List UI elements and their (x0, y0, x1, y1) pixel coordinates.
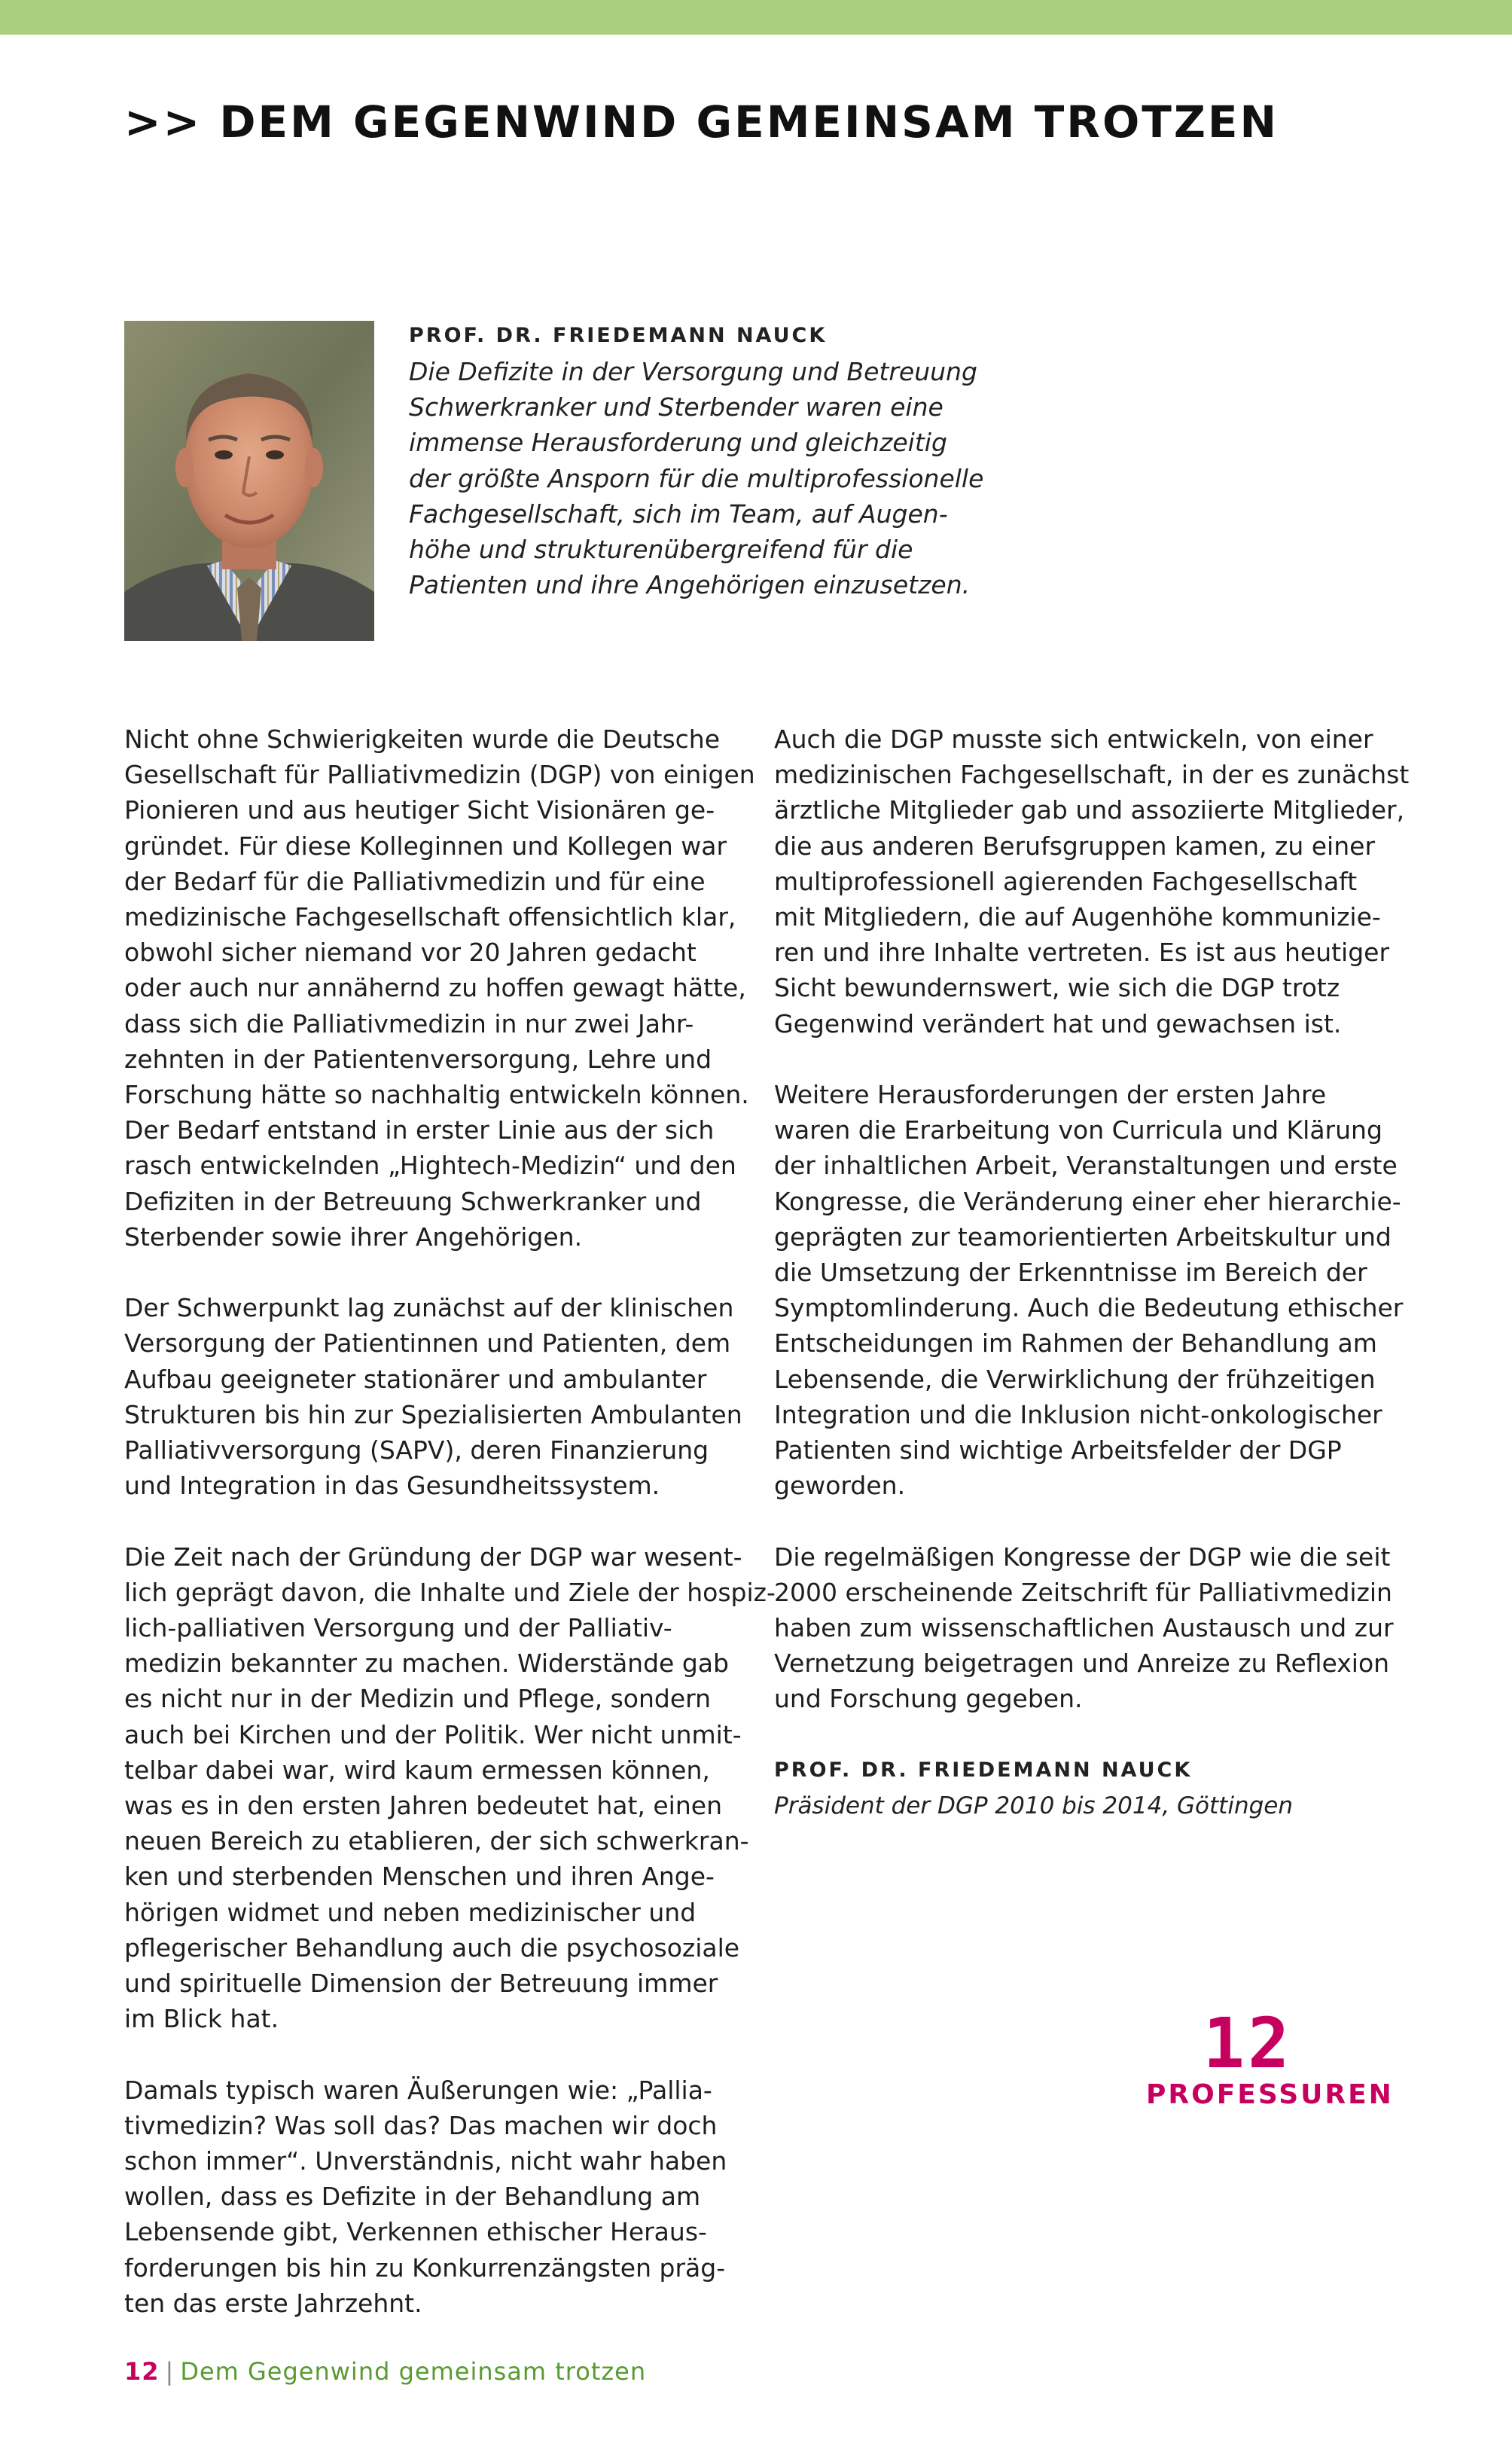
text-line: Entscheidungen im Rahmen der Behandlung am (774, 1328, 1377, 1359)
paragraph (124, 1539, 776, 2037)
text-line: ten das erste Jahrzehnt. (124, 2288, 422, 2318)
text-line: Damals typisch waren Äußerungen wie: „Pallia- (124, 2075, 712, 2105)
quote-line: höhe und strukturenübergreifend für die (409, 535, 913, 565)
intro-quote (409, 354, 984, 602)
text-line: Gesellschaft für Palliativmedizin (DGP) von einigen (124, 760, 755, 790)
paragraph (124, 721, 755, 1255)
stat-callout (1146, 2003, 1394, 2112)
text-line: rasch entwickelnden „Hightech-Medizin“ und den (124, 1151, 736, 1181)
quote-line: Schwerkranker und Sterbender waren eine (409, 392, 943, 422)
paragraph (124, 2072, 742, 2321)
text-line: Sterbender sowie ihrer Angehörigen. (124, 1221, 583, 1252)
text-line: Aufbau geeigneter stationärer und ambulanter (124, 1364, 707, 1394)
text-line: oder auch nur annähernd zu hoffen gewagt hätte, (124, 973, 746, 1003)
text-line: Versorgung der Patientinnen und Patienten, dem (124, 1328, 731, 1359)
text-line: Sicht bewundernswert, wie sich die DGP trotz (774, 973, 1340, 1003)
text-line: ärztliche Mitglieder gab und assoziierte Mitglieder, (774, 795, 1405, 825)
text-line: medizinische Fachgesellschaft offensichtlich klar, (124, 902, 736, 932)
text-line: 2000 erscheinende Zeitschrift für Palliativmedizin (774, 1577, 1392, 1607)
signature-name: PROF. DR. FRIEDEMANN NAUCK (774, 1758, 1193, 1782)
left-text-column (124, 721, 776, 2356)
text-line: im Blick hat. (124, 2004, 279, 2034)
paragraph (124, 1290, 742, 1503)
text-line: Weitere Herausforderungen der ersten Jahre (774, 1080, 1327, 1110)
quote-line: Die Defizite in der Versorgung und Betreuung (409, 357, 977, 386)
text-line: geprägten zur teamorientierten Arbeitskultur und (774, 1221, 1392, 1252)
intro-author-name: PROF. DR. FRIEDEMANN NAUCK (409, 324, 828, 347)
text-line: haben zum wissenschaftlichen Austausch und zur (774, 1613, 1394, 1643)
running-title: Dem Gegenwind gemeinsam trotzen (180, 2357, 647, 2386)
text-line: ken und sterbenden Menschen und ihren Ange- (124, 1862, 715, 1892)
text-line: neuen Bereich zu etablieren, der sich schwerkran- (124, 1826, 749, 1856)
text-line: medizin bekannter zu machen. Widerstände gab (124, 1648, 729, 1679)
quote-line: Fachgesellschaft, sich im Team, auf Augen- (409, 499, 948, 529)
text-line: dass sich die Palliativmedizin in nur zwei Jahr- (124, 1008, 694, 1038)
text-line: tivmedizin? Was soll das? Das machen wir doch (124, 2110, 718, 2140)
text-line: forderungen bis hin zu Konkurrenzängsten präg- (124, 2252, 726, 2283)
text-line: obwohl sicher niemand vor 20 Jahren gedacht (124, 938, 697, 968)
intro-quote-block (409, 318, 984, 602)
text-line: multiprofessionell agierenden Fachgesellschaft (774, 866, 1358, 896)
text-line: gründet. Für diese Kolleginnen und Kollegen war (124, 831, 727, 861)
quote-line: Patienten und ihre Angehörigen einzusetzen. (409, 570, 971, 600)
text-line: Kongresse, die Veränderung einer eher hierarchie- (774, 1186, 1401, 1216)
text-line: Auch die DGP musste sich entwickeln, von einer (774, 724, 1373, 754)
page-title: >> DEM GEGENWIND GEMEINSAM TROTZEN (124, 96, 1279, 148)
text-line: Palliativversorgung (SAPV), deren Finanzierung (124, 1435, 709, 1465)
text-line: hörigen widmet und neben medizinischer und (124, 1897, 697, 1927)
text-line: der inhaltlichen Arbeit, Veranstaltungen und erste (774, 1151, 1398, 1181)
paragraph (774, 1077, 1407, 1503)
text-line: auch bei Kirchen und der Politik. Wer nicht unmit- (124, 1719, 742, 1749)
text-line: telbar dabei war, wird kaum ermessen können, (124, 1755, 710, 1785)
quote-line: der größte Ansporn für die multiprofessionelle (409, 463, 984, 493)
text-line: Nicht ohne Schwierigkeiten wurde die Deutsche (124, 724, 721, 754)
author-portrait (124, 321, 374, 641)
text-line: lich-palliativen Versorgung und der Palliativ- (124, 1613, 672, 1643)
text-line: Die Zeit nach der Gründung der DGP war wesent- (124, 1542, 742, 1572)
text-line: Symptomlinderung. Auch die Bedeutung ethischer (774, 1293, 1404, 1323)
text-line: der Bedarf für die Palliativmedizin und für eine (124, 866, 706, 896)
text-line: und Integration in das Gesundheitssystem. (124, 1471, 660, 1501)
text-line: Pionieren und aus heutiger Sicht Visionären ge- (124, 795, 715, 825)
right-text-column (774, 721, 1410, 1824)
stat-number: 12 (1203, 2003, 1293, 2084)
text-line: Der Schwerpunkt lag zunächst auf der klinischen (124, 1293, 734, 1323)
text-line: mit Mitgliedern, die auf Augenhöhe kommunizie- (774, 902, 1381, 932)
text-line: Patienten sind wichtige Arbeitsfelder der DGP (774, 1435, 1342, 1465)
text-line: medizinischen Fachgesellschaft, in der es zunächst (774, 760, 1410, 790)
text-line: lich geprägt davon, die Inhalte und Ziele der hospiz- (124, 1577, 776, 1607)
text-line: Integration und die Inklusion nicht-onkologischer (774, 1399, 1382, 1429)
quote-line: immense Herausforderung und gleichzeitig (409, 428, 947, 458)
text-line: die Umsetzung der Erkenntnisse im Bereich der (774, 1258, 1367, 1288)
text-line: schon immer“. Unverständnis, nicht wahr haben (124, 2146, 727, 2176)
text-line: es nicht nur in der Medizin und Pflege, sondern (124, 1684, 712, 1714)
text-line: Strukturen bis hin zur Spezialisierten Ambulanten (124, 1399, 742, 1429)
text-line: wollen, dass es Defizite in der Behandlung am (124, 2182, 701, 2212)
text-line: Forschung hätte so nachhaltig entwickeln können. (124, 1080, 749, 1110)
text-line: zehnten in der Patientenversorgung, Lehre und (124, 1044, 712, 1074)
text-line: Der Bedarf entstand in erster Linie aus der sich (124, 1115, 715, 1145)
footer-separator: | (165, 2357, 175, 2386)
text-line: Vernetzung beigetragen und Anreize zu Reflexion (774, 1648, 1390, 1679)
text-line: Die regelmäßigen Kongresse der DGP wie die seit (774, 1542, 1391, 1572)
text-line: und Forschung gegeben. (774, 1684, 1083, 1714)
text-line: Gegenwind verändert hat und gewachsen ist. (774, 1008, 1342, 1038)
text-line: Lebensende gibt, Verkennen ethischer Heraus- (124, 2217, 707, 2247)
stat-label: PROFESSUREN (1146, 2079, 1394, 2110)
text-line: die aus anderen Berufsgruppen kamen, zu einer (774, 831, 1376, 861)
page-footer (124, 2357, 646, 2386)
text-line: pflegerischer Behandlung auch die psychosoziale (124, 1932, 740, 1963)
page-number: 12 (124, 2357, 160, 2386)
signature-role: Präsident der DGP 2010 bis 2014, Göttingen (774, 1792, 1293, 1819)
text-line: geworden. (774, 1471, 906, 1501)
text-line: was es in den ersten Jahren bedeutet hat, einen (124, 1791, 722, 1821)
text-line: Lebensende, die Verwirklichung der frühzeitigen (774, 1364, 1376, 1394)
text-line: waren die Erarbeitung von Curricula und Klärung (774, 1115, 1382, 1145)
text-line: Defiziten in der Betreuung Schwerkranker und (124, 1186, 702, 1216)
top-color-bar (0, 0, 1512, 35)
paragraph (774, 721, 1410, 1042)
text-line: ren und ihre Inhalte vertreten. Es ist aus heutiger (774, 938, 1390, 968)
text-line: und spirituelle Dimension der Betreuung immer (124, 1969, 718, 1999)
paragraph (774, 1539, 1407, 1717)
